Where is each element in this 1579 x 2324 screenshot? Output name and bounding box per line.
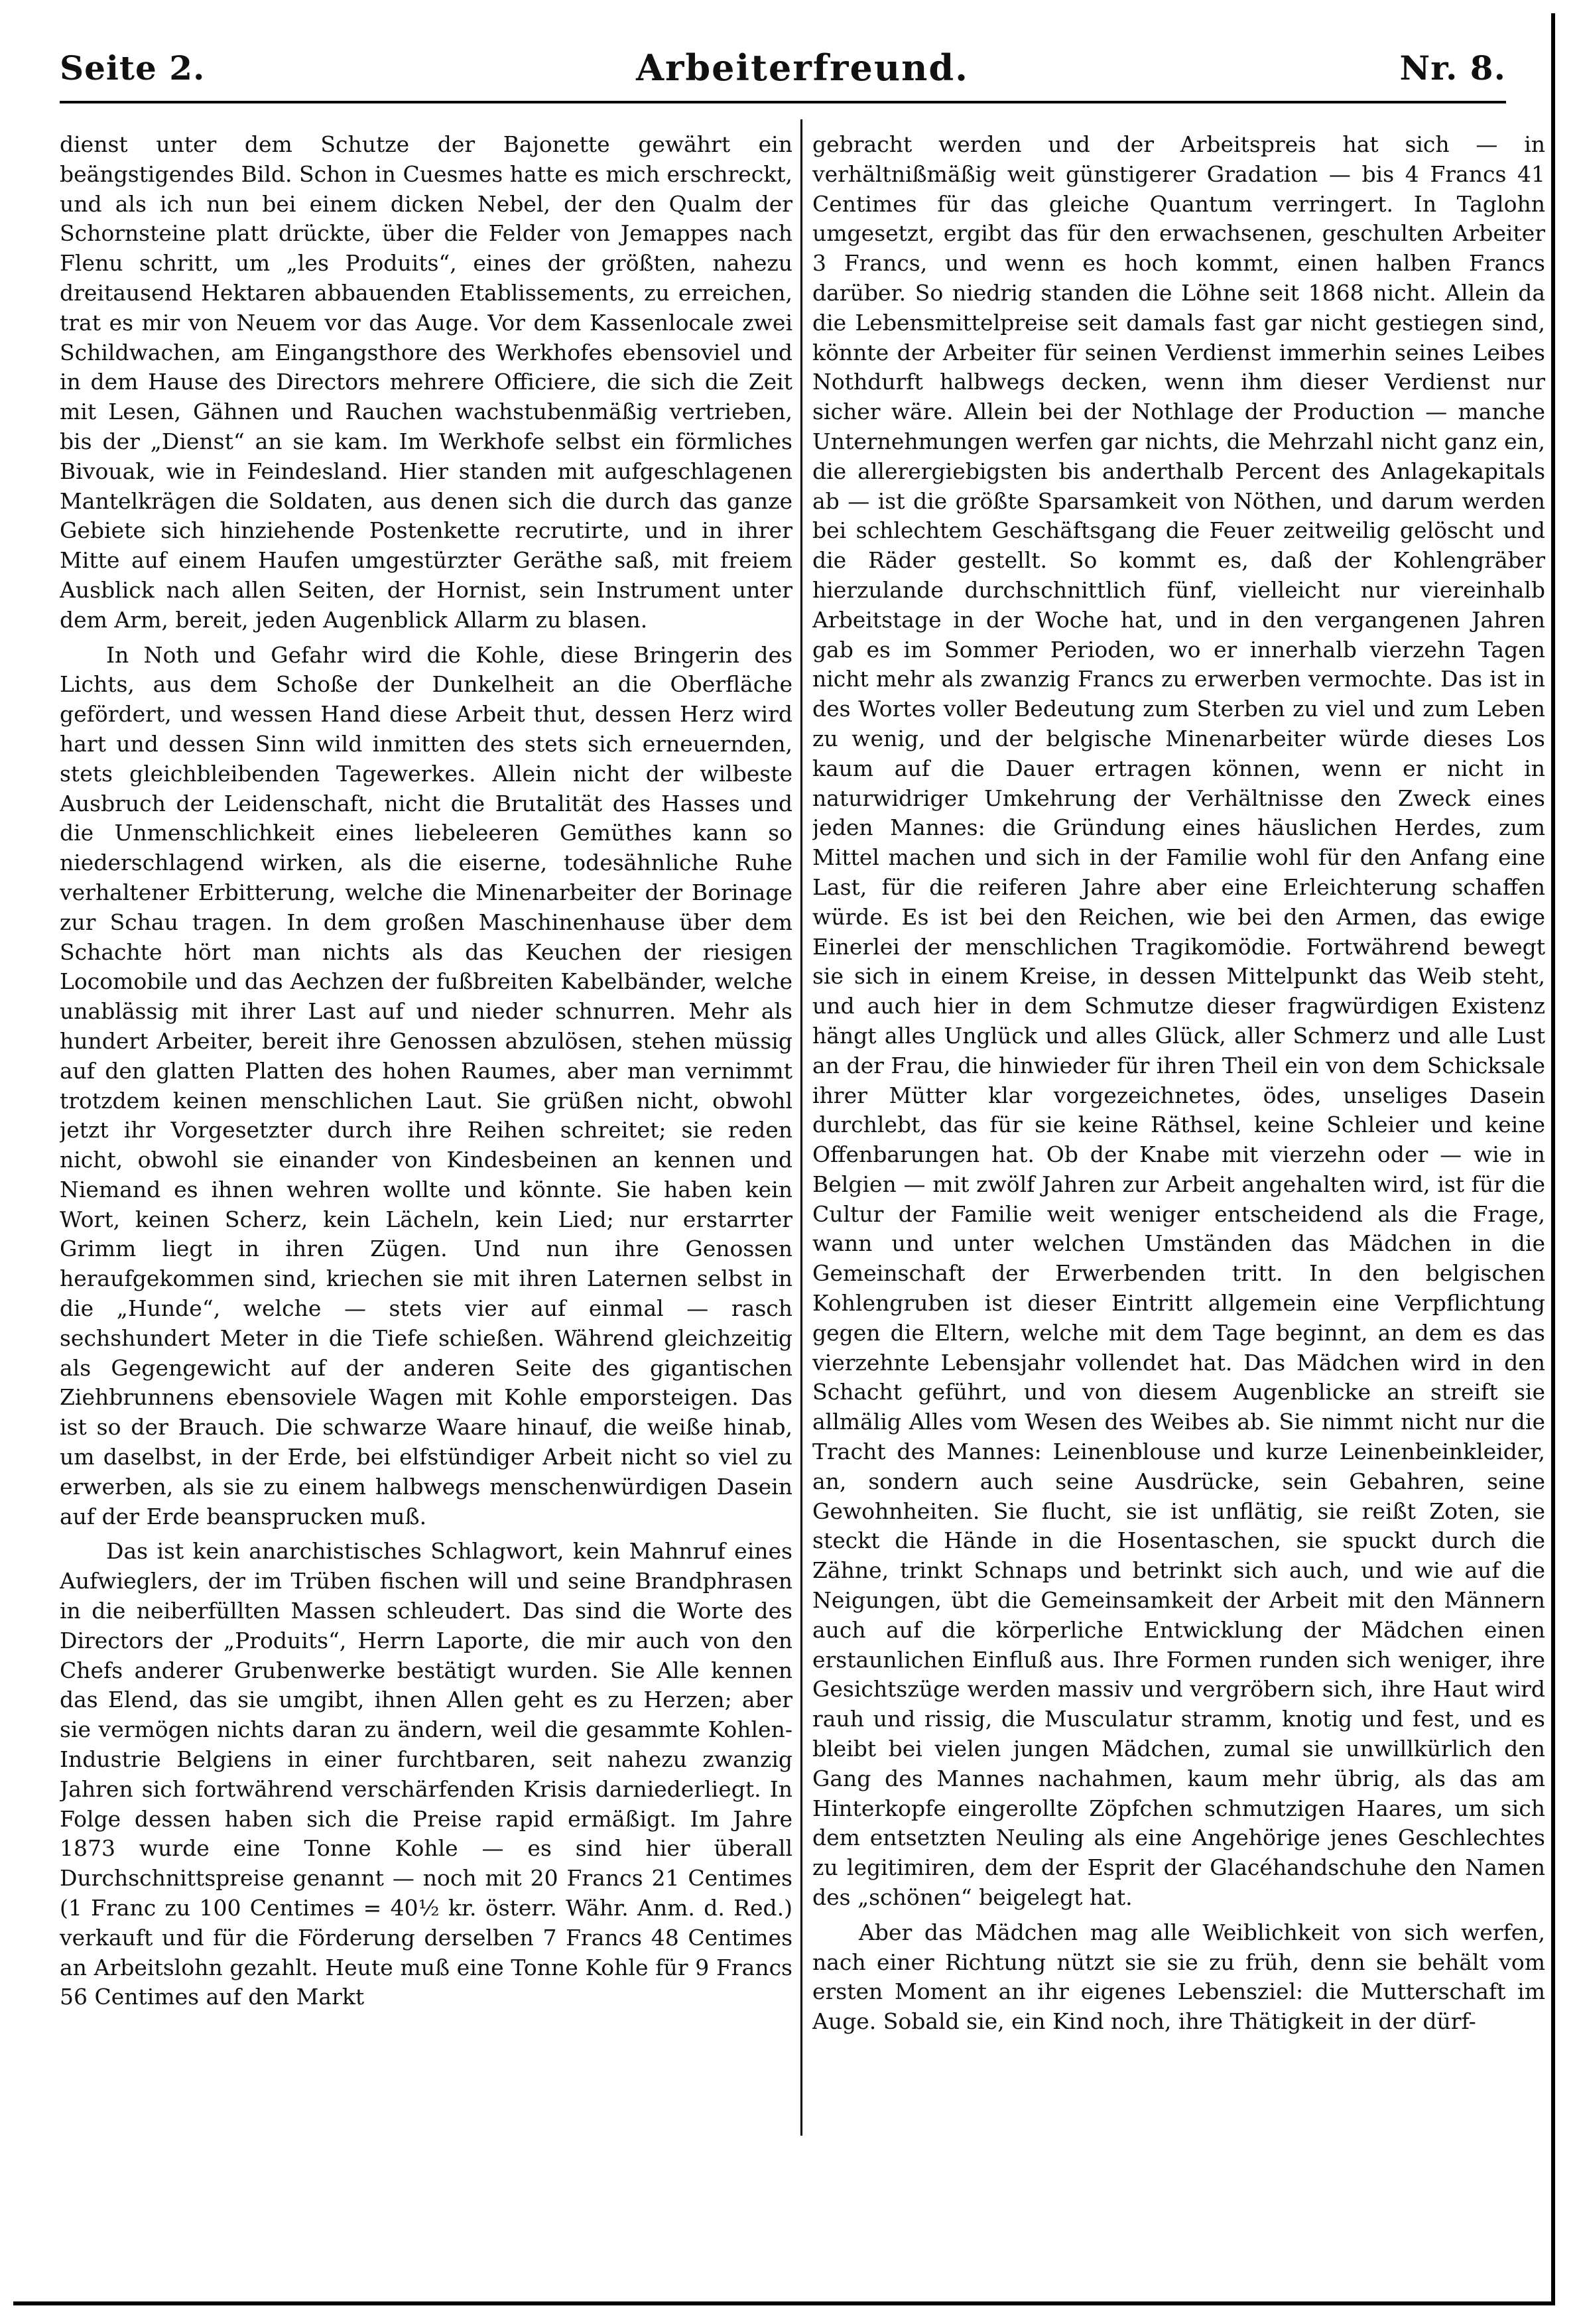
paragraph: Aber das Mädchen mag alle Weiblichkeit von sich werfen, nach einer Richtung nützt sie sie zu früh, denn sie behält vom ersten Moment an ihr eigenes Lebensziel: die Mutterschaft im Auge. Sobald sie, ein Kind noch, ihre Thätigkeit in der dürf-: [812, 1919, 1545, 2035]
issue-number: Nr. 8.: [1399, 48, 1506, 88]
paragraph: Das ist kein anarchistisches Schlagwort, kein Mahnruf eines Aufwieglers, der im Trüben fischen will und seine Brandphrasen in die neiberfüllten Massen schleudert. Das sind die Worte des Directors der „Produits“, Herrn Laporte, die mir auch von den Chefs anderer Grubenwerke bestätigt wurden. Sie Alle kennen das Elend, das sie umgibt, ihnen Allen geht es zu Herzen; aber sie vermögen nichts daran zu ändern, weil die gesammte Kohlen-Industrie Belgiens in einer furchtbaren, seit nahezu zwanzig Jahren sich fortwährend verschärfenden Krisis darniederliegt. In Folge dessen haben sich die Preise rapid ermäßigt. Im Jahre 1873 wurde eine Tonne Kohle — es sind hier überall Durchschnittspreise genannt — noch mit 20 Francs 21 Centimes (1 Franc zu 100 Centimes = 40½ kr. österr. Währ. Anm. d. Red.) verkauft und für die Förderung derselben 7 Francs 48 Centimes an Arbeitslohn gezahlt. Heute muß eine Tonne Kohle für 9 Francs 56 Centimes auf den Markt: [60, 1538, 792, 2010]
header-rule: [60, 101, 1506, 103]
paragraph: dienst unter dem Schutze der Bajonette gewährt ein beängstigendes Bild. Schon in Cuesmes hatte es mich erschreckt, und als ich nun bei einem dicken Nebel, der den Qualm der Schornsteine platt drückte, über die Felder von Jemappes nach Flenu schritt, um „les Produits“, eines der größten, nahezu dreitausend Hektaren abbauenden Etablissements, zu erreichen, trat es mir von Neuem vor das Auge. Vor dem Kassenlocale zwei Schildwachen, am Eingangsthore des Werkhofes ebensoviel und in dem Hause des Directors mehrere Officiere, die sich die Zeit mit Lesen, Gähnen und Rauchen wachstubenmäßig vertrieben, bis der „Dienst“ an sie kam. Im Werkhofe selbst ein förmliches Bivouak, wie in Feindesland. Hier standen mit aufgeschlagenen Mantelkrägen die Soldaten, aus denen sich die durch das ganze Gebiete sich hinziehende Postenkette recrutirte, und in ihrer Mitte auf einem Haufen umgestürzter Geräthe saß, mit freiem Ausblick nach allen Seiten, der Hornist, sein Instrument unter dem Arm, bereit, jeden Augenblick Allarm zu blasen.: [60, 131, 792, 633]
page-number-label: Seite 2.: [60, 48, 206, 88]
column-divider: [800, 119, 802, 2136]
page-header: [60, 41, 1506, 94]
paragraph: gebracht werden und der Arbeitspreis hat sich — in verhältnißmäßig weit günstigerer Gradation — bis 4 Francs 41 Centimes für das gleiche Quantum verringert. In Taglohn umgesetzt, ergibt das für den erwachsenen, geschulten Arbeiter 3 Francs, und wenn es hoch kommt, einen halben Francs darüber. So niedrig standen die Löhne seit 1868 nicht. Allein da die Lebensmittelpreise seit damals fast gar nicht gestiegen sind, könnte der Arbeiter für seinen Verdienst immerhin seines Leibes Nothdurft halbwegs decken, wenn ihm dieser Verdienst nur sicher wäre. Allein bei der Nothlage der Production — manche Unternehmungen werfen gar nichts, die Mehrzahl nicht ganz ein, die allerergiebigsten bis anderthalb Percent des Anlagekapitals ab — ist die größte Sparsamkeit von Nöthen, und darum werden bei schlechtem Geschäftsgang die Feuer zeitweilig gelöscht und die Räder gestellt. So kommt es, daß der Kohlengräber hierzulande durchschnittlich fünf, vielleicht nur viereinhalb Arbeitstage in der Woche hat, und in den vergangenen Jahren gab es im Sommer Perioden, wo er innerhalb vierzehn Tagen nicht mehr als zwanzig Francs zu erwerben vermochte. Das ist in des Wortes voller Bedeutung zum Sterben zu viel und zum Leben zu wenig, und der belgische Minenarbeiter würde dieses Los kaum auf die Dauer ertragen können, wenn er nicht in naturwidriger Umkehrung der Verhältnisse den Zweck eines jeden Mannes: die Gründung eines häuslichen Herdes, zum Mittel machen und sich in der Familie wohl für den Anfang eine Last, für die reiferen Jahre aber eine Erleichterung schaffen würde. Es ist bei den Reichen, wie bei den Armen, das ewige Einerlei der menschlichen Tragikomödie. Fortwährend bewegt sie sich in einem Kreise, in dessen Mittelpunkt das Weib steht, und auch hier in dem Schmutze dieser fragwürdigen Existenz hängt alles Unglück und alles Glück, aller Schmerz und alle Lust an der Frau, die hinwieder für ihren Theil ein von dem Schicksale ihrer Mütter klar vorgezeichnetes, ödes, unseliges Dasein durchlebt, das für sie keine Räthsel, keine Schleier und keine Offenbarungen hat. Ob der Knabe mit vierzehn oder — wie in Belgien — mit zwölf Jahren zur Arbeit angehalten wird, ist für die Cultur der Familie weit weniger entscheidend als die Frage, wann und unter welchen Umständen das Mädchen in die Gemeinschaft der Erwerbenden tritt. In den belgischen Kohlengruben ist dieser Eintritt allgemein eine Verpflichtung gegen die Eltern, welche mit dem Tage beginnt, an dem es das vierzehnte Lebensjahr vollendet hat. Das Mädchen wird in den Schacht geführt, und von diesem Augenblicke an streift sie allmälig Alles vom Wesen des Weibes ab. Sie nimmt nicht nur die Tracht des Mannes: Leinenblouse und kurze Leinenbeinkleider, an, sondern auch seine Ausdrücke, sein Gebahren, seine Gewohnheiten. Sie flucht, sie ist unflätig, sie reißt Zoten, sie steckt die Hände in die Hosentaschen, sie spuckt durch die Zähne, trinkt Schnaps und betrinkt sich auch, und wie auf die Neigungen, übt die Gemeinsamkeit der Arbeit mit den Männern auch auf die körperliche Entwicklung der Mädchen einen erstaunlichen Einfluß aus. Ihre Formen runden sich weniger, ihre Gesichtszüge werden massiv und vergröbern sich, ihre Haut wird rauh und rissig, die Musculatur stramm, knotig und fest, und es bleibt bei vielen jungen Mädchen, zumal sie unwillkürlich den Gang des Mannes nachahmen, kaum mehr übrig, als das am Hinterkopfe eingerollte Zöpfchen schmutzigen Haares, um sich dem entsetzten Neuling als eine Angehörige jenes Geschlechtes zu legitimiren, dem der Esprit der Glacéhandschuhe den Namen des „schönen“ beigelegt hat.: [812, 131, 1545, 1911]
newspaper-title: Arbeiterfreund.: [636, 46, 969, 89]
left-column: [60, 130, 792, 2171]
right-column: [812, 130, 1545, 2171]
paragraph: In Noth und Gefahr wird die Kohle, diese Bringerin des Lichts, aus dem Schoße der Dunkelheit an die Oberfläche gefördert, und wessen Hand diese Arbeit thut, dessen Herz wird hart und dessen Sinn wild inmitten des stets sich erneuernden, stets gleichbleibenden Tagewerkes. Allein nicht der wilbeste Ausbruch der Leidenschaft, nicht die Brutalität des Hasses und die Unmenschlichkeit eines liebeleeren Gemüthes kann so niederschlagend wirken, als die eiserne, todesähnliche Ruhe verhaltener Erbitterung, welche die Minenarbeiter der Borinage zur Schau tragen. In dem großen Maschinenhause über dem Schachte hört man nichts als das Keuchen der riesigen Locomobile und das Aechzen der fußbreiten Kabelbänder, welche unablässig mit ihrer Last auf und nieder schnurren. Mehr als hundert Arbeiter, bereit ihre Genossen abzulösen, stehen müssig auf den glatten Platten des hohen Raumes, aber man vernimmt trotzdem keinen menschlichen Laut. Sie grüßen nicht, obwohl jetzt ihr Vorgesetzter durch ihre Reihen schreitet; sie reden nicht, obwohl sie einander von Kindesbeinen an kennen und Niemand es ihnen wehren wollte und könnte. Sie haben kein Wort, keinen Scherz, kein Lächeln, kein Lied; nur erstarrter Grimm liegt in ihren Zügen. Und nun ihre Genossen heraufgekommen sind, kriechen sie mit ihren Laternen selbst in die „Hunde“, welche — stets vier auf einmal — rasch sechshundert Meter in die Tiefe schießen. Während gleichzeitig als Gegengewicht auf der anderen Seite des gigantischen Ziehbrunnens ebensoviele Wagen mit Kohle emporsteigen. Das ist so der Brauch. Die schwarze Waare hinauf, die weiße hinab, um daselbst, in der Erde, bei elfstündiger Arbeit nicht so viel zu erwerben, als sie zu einem halbwegs menschenwürdigen Dasein auf der Erde beansprucken muß.: [60, 641, 792, 1529]
